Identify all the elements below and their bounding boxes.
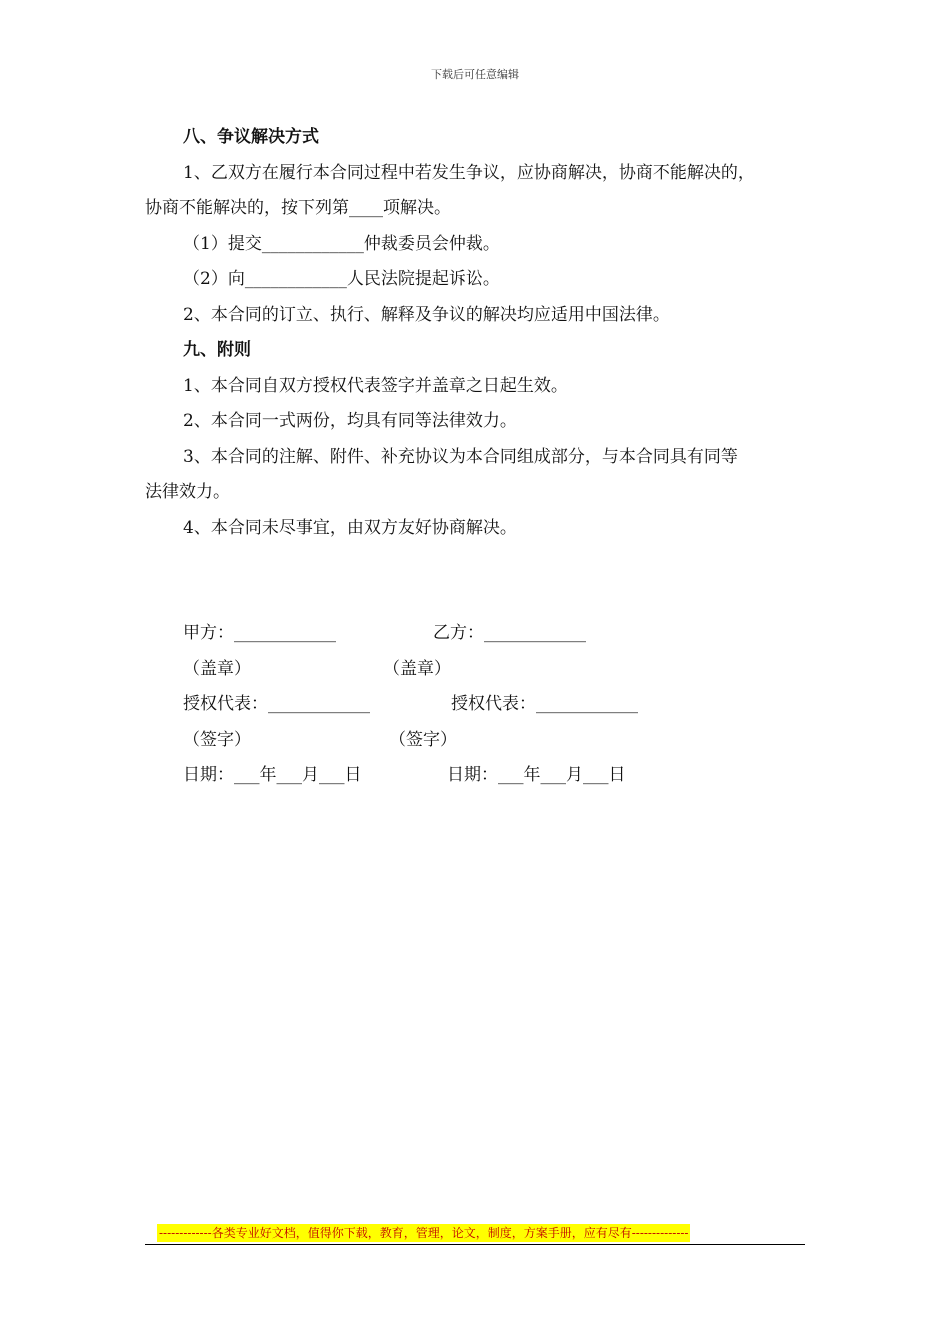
contract-body (145, 120, 815, 546)
section-9-item-2: 2、本合同一式两份，均具有同等法律效力。 (183, 411, 517, 431)
section-8-paragraph-1-continued: 协商不能解决的，按下列第____项解决。 (145, 198, 451, 218)
section-9-item-4: 4、本合同未尽事宜，由双方友好协商解决。 (183, 517, 517, 538)
party-a-representative: 授权代表：____________ (183, 694, 370, 714)
section-9-item-3-continued: 法律效力。 (145, 482, 230, 502)
party-b-signature: （签字） (389, 729, 457, 750)
litigation-option: （2）向____________人民法院提起诉讼。 (183, 269, 500, 289)
party-b-label: 乙方：____________ (433, 623, 586, 643)
party-b-seal: （盖章） (383, 658, 451, 679)
party-a-date: 日期：___年___月___日 (183, 765, 362, 785)
party-a-signature: （签字） (183, 729, 251, 750)
page-header: 下载后可任意编辑 (431, 68, 519, 81)
section-9-title: 九、附则 (183, 340, 251, 360)
section-9-item-3: 3、本合同的注解、附件、补充协议为本合同组成部分，与本合同具有同等 (183, 446, 738, 467)
section-8-paragraph-2: 2、本合同的订立、执行、解释及争议的解决均应适用中国法律。 (183, 304, 670, 325)
party-a-label: 甲方：____________ (183, 623, 336, 643)
party-b-representative: 授权代表：____________ (451, 694, 638, 714)
section-8-paragraph-1: 1、乙双方在履行本合同过程中若发生争议，应协商解决，协商不能解决的， (183, 162, 755, 183)
footer-banner: -------------各类专业好文档，值得你下载，教育，管理，论文，制度，方案手册，应有尽有-------------- (159, 1226, 689, 1240)
section-9-item-1: 1、本合同自双方授权代表签字并盖章之日起生效。 (183, 375, 568, 396)
footer-divider (145, 1244, 805, 1245)
party-b-date: 日期：___年___月___日 (447, 765, 626, 785)
section-8-title: 八、争议解决方式 (183, 127, 319, 147)
party-a-seal: （盖章） (183, 658, 251, 679)
arbitration-option: （1）提交____________仲裁委员会仲裁。 (183, 233, 500, 254)
